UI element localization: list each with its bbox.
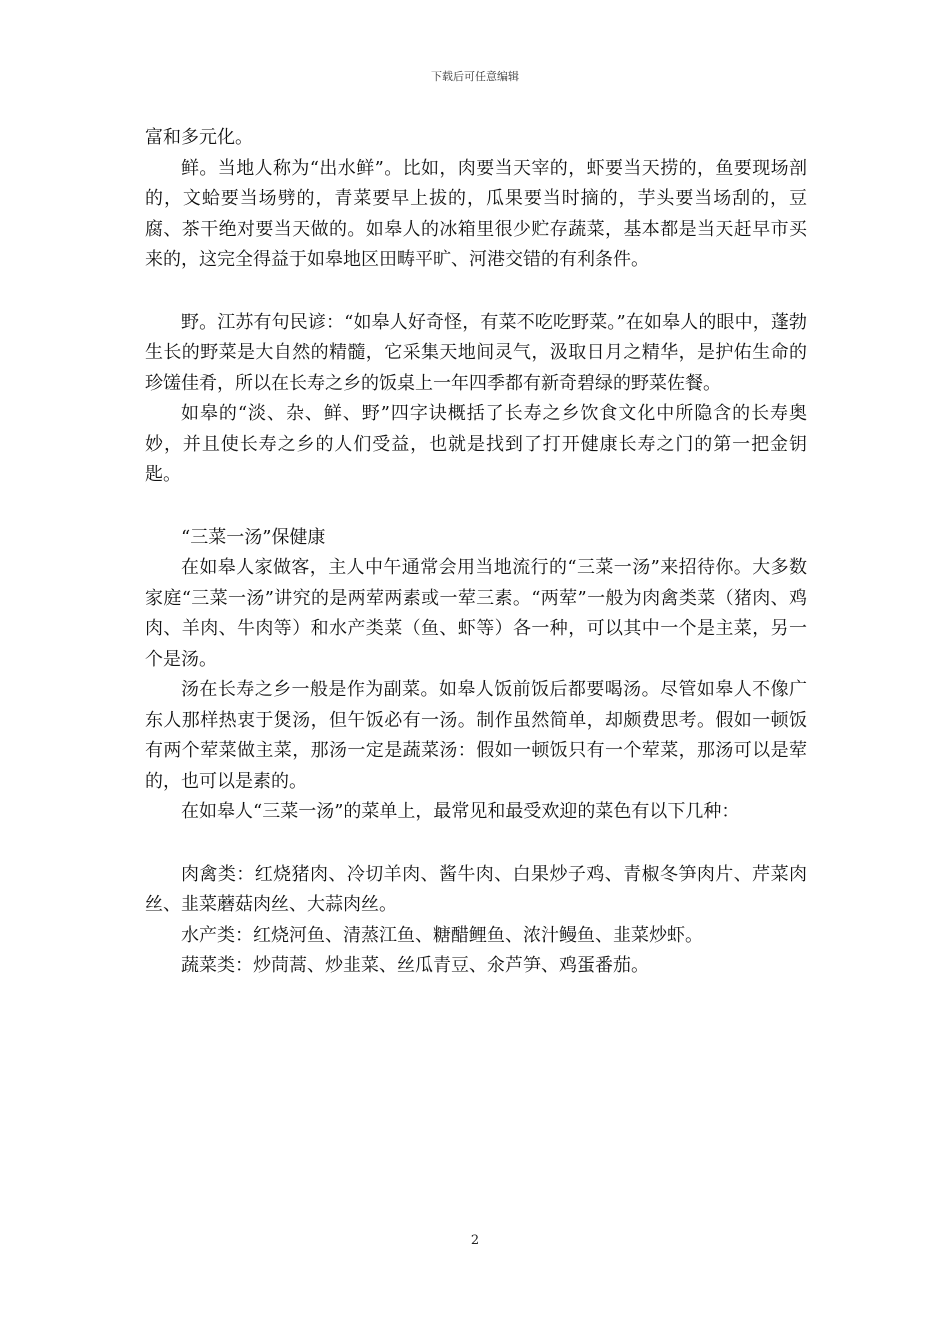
paragraph-gap — [145, 491, 807, 523]
paragraph-soup: 汤在长寿之乡一般是作为副菜。如皋人饭前饭后都要喝汤。尽管如皋人不像广东人那样热衷于煲汤，但午饭必有一汤。制作虽然简单，却颇费思考。假如一顿饭有两个荤菜做主菜，那汤一定是蔬菜汤：假如一顿饭只有一个荤菜，那汤可以是荤的，也可以是素的。 — [145, 679, 807, 792]
paragraph-gap — [145, 276, 807, 308]
paragraph-vegetable-dishes: 蔬菜类：炒茼蒿、炒韭菜、丝瓜青豆、氽芦笋、鸡蛋番茄。 — [181, 955, 649, 976]
paragraph-seafood-dishes: 水产类：红烧河鱼、清蒸江鱼、糖醋鲤鱼、浓汁鳗鱼、韭菜炒虾。 — [181, 924, 703, 946]
paragraph-hosting: 在如皋人家做客，主人中午通常会用当地流行的“三菜一汤”来招待你。大多数家庭“三菜一汤”讲究的是两荤两素或一荤三素。“两荤”一般为肉禽类菜（猪肉、鸡肉、羊肉、牛肉等）和水产类菜（鱼、虾等）各一种，可以其中一个是主菜，另一个是汤。 — [145, 557, 807, 670]
body-text — [145, 123, 807, 982]
paragraph-continuation: 富和多元化。 — [145, 127, 253, 148]
paragraph-fresh: 鲜。当地人称为“出水鲜”。比如，肉要当天宰的，虾要当天捞的，鱼要现场剖的，文蛤要当场劈的，青菜要早上拔的，瓜果要当时摘的，芋头要当场刮的，豆腐、茶干绝对要当天做的。如皋人的冰箱里很少贮存蔬菜，基本都是当天赶早市买来的，这完全得益于如皋地区田畴平旷、河港交错的有利条件。 — [145, 157, 807, 270]
header-note: 下载后可任意编辑 — [431, 70, 519, 83]
paragraph-gap — [145, 828, 807, 860]
page-number: 2 — [470, 1233, 480, 1248]
paragraph-meat-dishes: 肉禽类：红烧猪肉、冷切羊肉、酱牛肉、白果炒子鸡、青椒冬笋肉片、芹菜肉丝、韭菜蘑菇肉丝、大蒜肉丝。 — [145, 863, 807, 915]
paragraph-wild: 野。江苏有句民谚：“如皋人好奇怪，有菜不吃吃野菜。”在如皋人的眼中，蓬勃生长的野菜是大自然的精髓，它采集天地间灵气，汲取日月之精华，是护佑生命的珍馐佳肴，所以在长寿之乡的饭桌上一年四季都有新奇碧绿的野菜佐餐。 — [145, 311, 807, 394]
paragraph-menu-intro: 在如皋人“三菜一汤”的菜单上，最常见和最受欢迎的菜色有以下几种： — [181, 801, 740, 822]
section-title: “三菜一汤”保健康 — [181, 526, 326, 548]
paragraph-summary: 如皋的“淡、杂、鲜、野”四字诀概括了长寿之乡饮食文化中所隐含的长寿奥妙，并且使长寿之乡的人们受益，也就是找到了打开健康长寿之门的第一把金钥匙。 — [145, 403, 807, 485]
